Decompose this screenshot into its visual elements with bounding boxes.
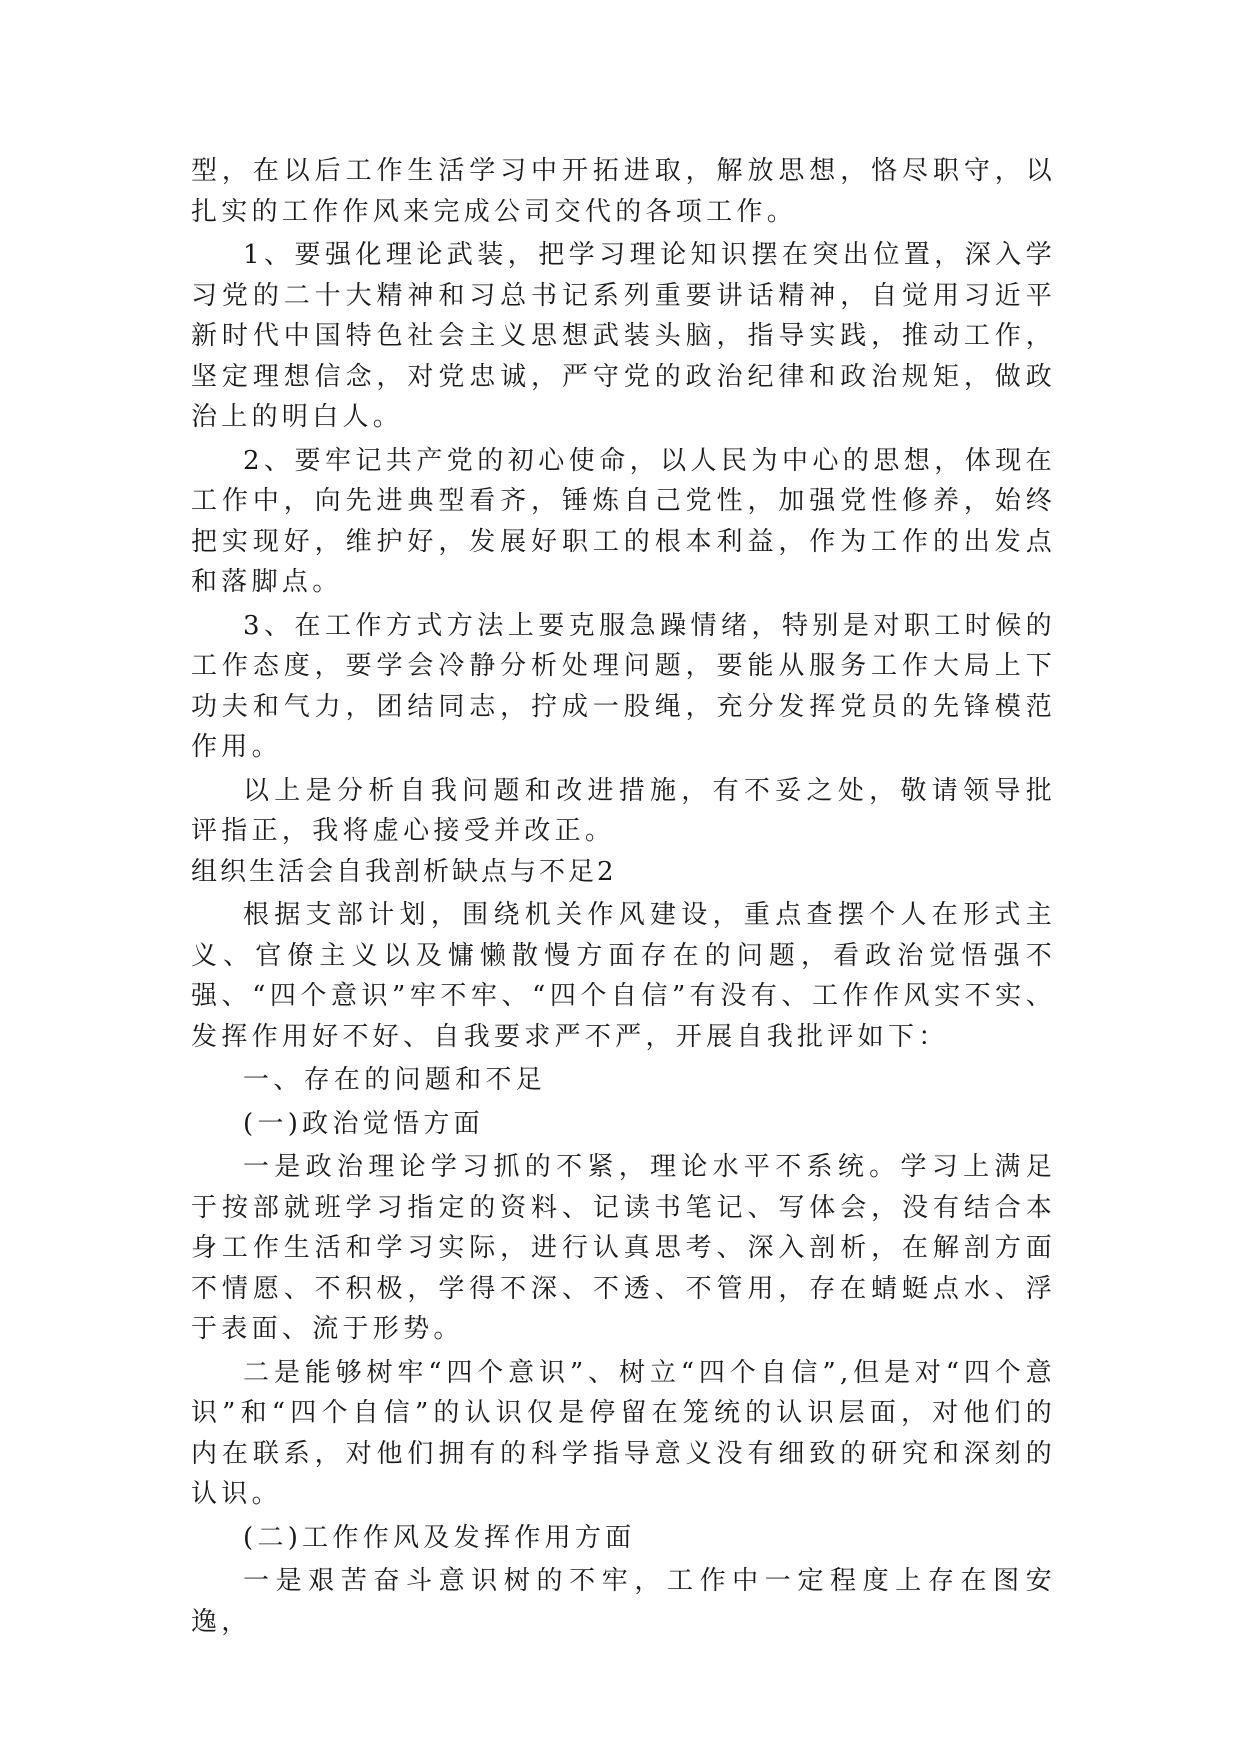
subheading-political: (一)政治觉悟方面 — [243, 1108, 484, 1139]
paragraph-measure-3: 3、在工作方式方法上要克服急躁情绪，特别是对职工时候的工作态度，要学会冷静分析处理问题，要能从服务工作大局上下功夫和气力，团结同志，拧成一股绳，充分发挥党员的先锋模范作用。 — [191, 610, 1056, 762]
section-title: 组织生活会自我剖析缺点与不足2 — [191, 856, 617, 887]
paragraph-measure-1: 1、要强化理论武装，把学习理论知识摆在突出位置，深入学习党的二十大精神和习总书记系列重要讲话精神，自觉用习近平新时代中国特色社会主义思想武装头脑，指导实践，推动工作，坚定理想信念，对党忠诚，严守党的政治纪律和政治规矩，做政治上的明白人。 — [191, 240, 1056, 432]
paragraph-political-1: 一是政治理论学习抓的不紧，理论水平不系统。学习上满足于按部就班学习指定的资料、记读书笔记、写体会，没有结合本身工作生活和学习实际，进行认真思考、深入剖析，在解剖方面不情愿、不积极，学得不深、不透、不管用，存在蜻蜓点水、浮于表面、流于形势。 — [191, 1152, 1056, 1344]
paragraph-work-style-1: 一是艰苦奋斗意识树的不牢，工作中一定程度上存在图安逸， — [191, 1566, 1056, 1637]
paragraph-continuation: 型，在以后工作生活学习中开拓进取，解放思想，恪尽职守，以扎实的工作作风来完成公司交代的各项工作。 — [191, 156, 1056, 227]
subheading-problems: 一、存在的问题和不足 — [243, 1065, 547, 1095]
document-body — [191, 151, 1056, 1642]
paragraph-measure-2: 2、要牢记共产党的初心使命，以人民为中心的思想，体现在工作中，向先进典型看齐，锤炼自己党性，加强党性修养，始终把实现好，维护好，发展好职工的根本利益，作为工作的出发点和落脚点。 — [191, 445, 1056, 597]
paragraph-intro: 根据支部计划，围绕机关作风建设，重点查摆个人在形式主义、官僚主义以及慵懒散慢方面存在的问题，看政治觉悟强不强、“四个意识”牢不牢、“四个自信”有没有、工作作风实不实、发挥作用好不好、自我要求严不严，开展自我批评如下： — [191, 900, 1056, 1052]
paragraph-political-2: 二是能够树牢“四个意识”、树立“四个自信”,但是对“四个意识”和“四个自信”的认识仅是停留在笼统的认识层面，对他们的内在联系，对他们拥有的科学指导意义没有细致的研究和深刻的认识。 — [191, 1357, 1056, 1509]
paragraph-closing: 以上是分析自我问题和改进措施，有不妥之处，敬请领导批评指正，我将虚心接受并改正。 — [191, 775, 1056, 846]
subheading-work-style: (二)工作作风及发挥作用方面 — [243, 1522, 636, 1553]
